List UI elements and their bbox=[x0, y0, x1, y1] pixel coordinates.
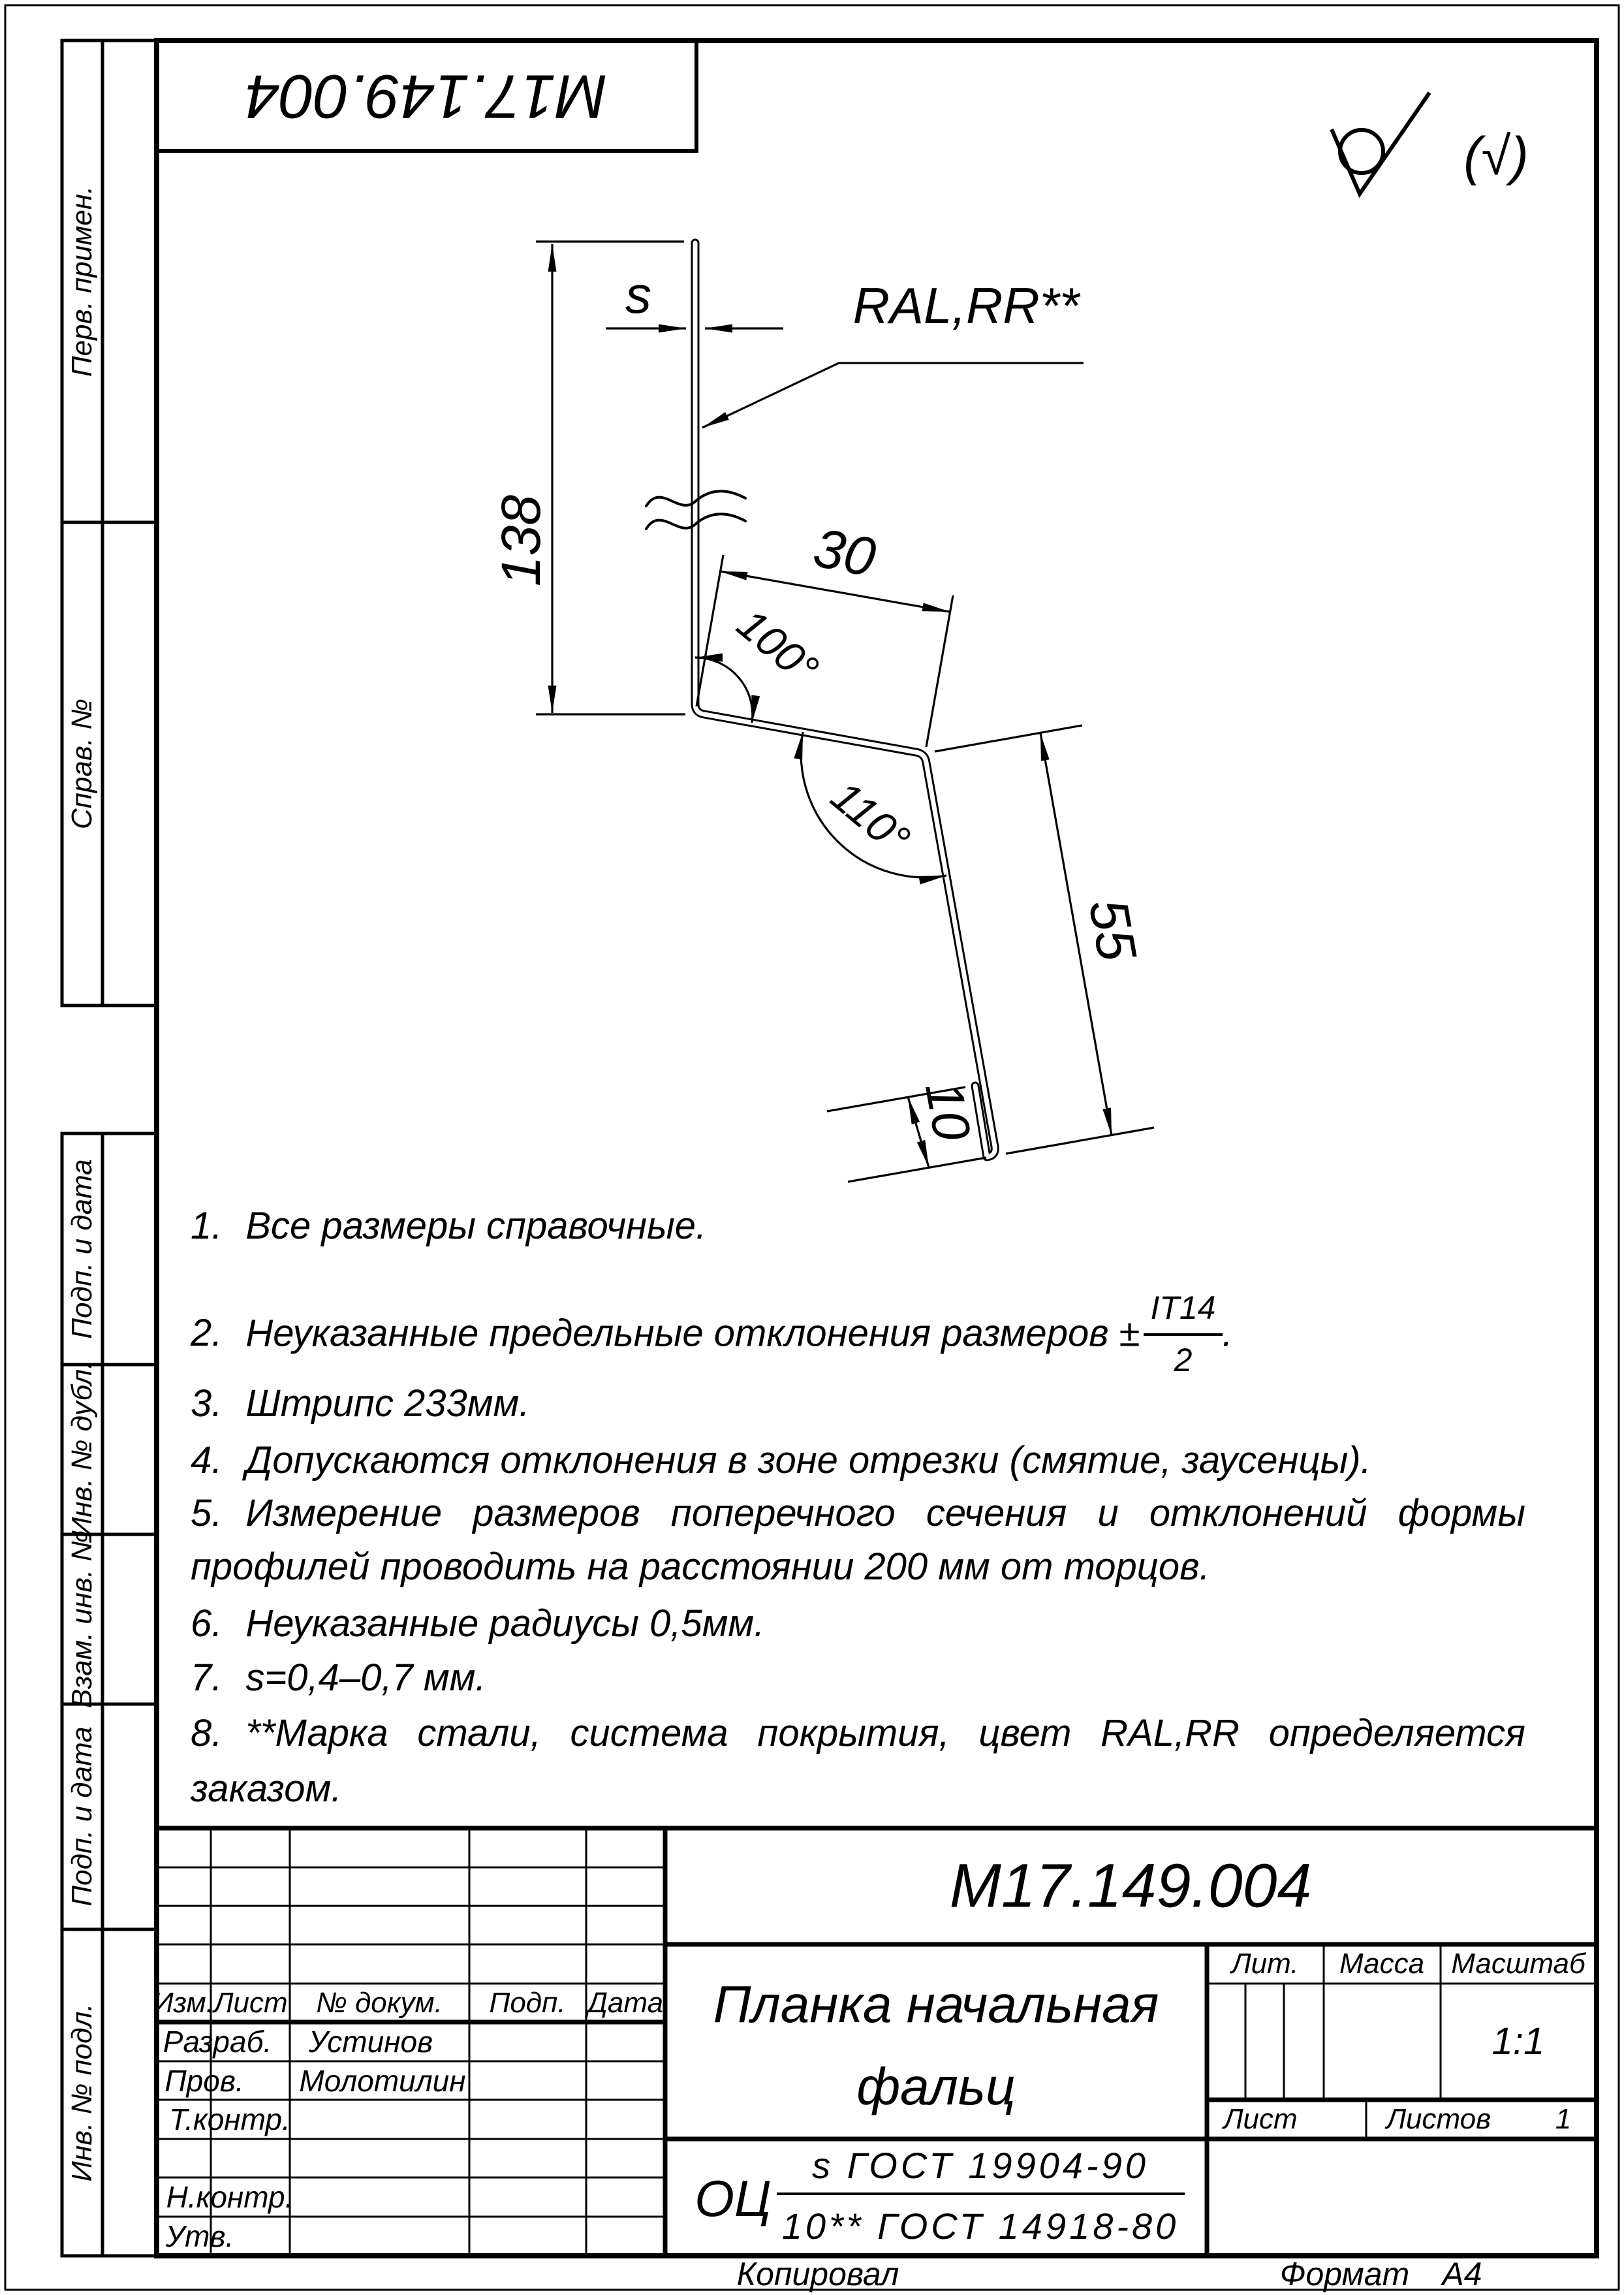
margin-label-inv-podl: Инв. № подл. bbox=[66, 2003, 98, 2182]
note-text: Измерение размеров поперечного сечения и отклонений формы bbox=[245, 1492, 1525, 1534]
note-line bbox=[191, 1545, 1525, 1589]
note-line bbox=[191, 1439, 1525, 1482]
note-number: 6. bbox=[191, 1602, 223, 1645]
note-number: 5. bbox=[191, 1492, 223, 1534]
note-line bbox=[191, 1288, 1525, 1384]
dim-label-thickness: s bbox=[625, 266, 651, 324]
note-text: Неуказанные радиусы 0,5мм. bbox=[245, 1602, 765, 1645]
row-label-nkontr: Н.контр. bbox=[166, 2180, 294, 2214]
masshtab-label: Масштаб bbox=[1451, 1948, 1585, 1980]
note-text: Все размеры справочные. bbox=[245, 1205, 707, 1247]
listov-label: Листов bbox=[1386, 2103, 1491, 2135]
dim-label-slope: 55 bbox=[1077, 894, 1149, 966]
tolerance-fraction bbox=[1144, 1285, 1222, 1382]
note-line bbox=[191, 1767, 1525, 1811]
note-line bbox=[191, 1712, 1525, 1755]
material-denominator: 10** ГОСТ 14918-80 bbox=[781, 2206, 1179, 2247]
scale-value: 1:1 bbox=[1491, 2020, 1545, 2063]
margin-label-perv-primen: Перв. примен. bbox=[66, 185, 98, 377]
surface-finish-note: (√) bbox=[1463, 127, 1529, 186]
row-label-prov: Пров. bbox=[164, 2064, 244, 2098]
profile-outline bbox=[695, 243, 995, 1157]
material-numerator: s ГОСТ 19904-90 bbox=[812, 2145, 1149, 2186]
footer-format-label: Формат bbox=[1279, 2256, 1410, 2292]
row-label-tkontr: Т.контр. bbox=[169, 2102, 290, 2136]
margin-label-inv-dubl: Инв. № дубл. bbox=[66, 1361, 98, 1538]
lit-label: Лит. bbox=[1231, 1948, 1299, 1980]
note-line bbox=[191, 1382, 1525, 1425]
note-number: 3. bbox=[191, 1382, 223, 1425]
material-prefix: ОЦ bbox=[695, 2170, 772, 2227]
note-text: Допускаются отклонения в зоне отрезки (смятие, заусенцы). bbox=[245, 1439, 1371, 1481]
note-text: Штрипс 233мм. bbox=[245, 1382, 530, 1425]
col-header-doc: № докум. bbox=[316, 1987, 443, 2019]
note-text: заказом. bbox=[191, 1767, 342, 1810]
dim-label-flange: 30 bbox=[809, 516, 881, 589]
razrab-name: Устинов bbox=[308, 2025, 433, 2059]
row-label-utv: Утв. bbox=[165, 2219, 234, 2253]
dim-label-angle-top: 100° bbox=[728, 599, 828, 694]
dim-label-angle-bottom: 110° bbox=[822, 771, 920, 864]
note-line bbox=[191, 1492, 1525, 1535]
coating-leader bbox=[702, 363, 1084, 428]
part-name-line2: фальц bbox=[856, 2057, 1016, 2115]
part-name-line1: Планка начальная bbox=[713, 1975, 1159, 2033]
note-text: профилей проводить на расстоянии 200 мм от торцов. bbox=[191, 1545, 1210, 1588]
note-line bbox=[191, 1205, 1525, 1248]
note-number: 7. bbox=[191, 1656, 223, 1699]
col-header-podp: Подп. bbox=[489, 1987, 566, 2019]
note-number: 8. bbox=[191, 1712, 223, 1754]
note-line bbox=[191, 1656, 1525, 1700]
note-number: 2. bbox=[191, 1312, 223, 1355]
note-text: Неуказанные предельные отклонения размеров ± bbox=[245, 1312, 1140, 1355]
fraction-numerator: IT14 bbox=[1144, 1285, 1222, 1336]
dimension-lines bbox=[536, 242, 1154, 1182]
margin-label-podp-data-1: Подп. и дата bbox=[66, 1159, 98, 1339]
fraction-denominator: 2 bbox=[1174, 1342, 1193, 1378]
list-label: Лист bbox=[1223, 2103, 1298, 2135]
col-header-list: Лист bbox=[213, 1987, 288, 2019]
footer-format-value: А4 bbox=[1442, 2256, 1482, 2292]
col-header-data: Дата bbox=[587, 1987, 664, 2019]
row-label-razrab: Разраб. bbox=[163, 2025, 272, 2059]
note-number: 4. bbox=[191, 1439, 223, 1481]
margin-label-sprav-no: Справ. № bbox=[66, 699, 98, 829]
surface-finish-icon bbox=[1332, 93, 1429, 194]
dim-label-hem: 10 bbox=[914, 1077, 982, 1145]
note-line bbox=[191, 1602, 1525, 1645]
note-text: **Марка стали, система покрытия, цвет RAL,RR определяется bbox=[245, 1712, 1525, 1754]
margin-label-podp-data-2: Подп. и дата bbox=[66, 1726, 98, 1907]
listov-value: 1 bbox=[1555, 2103, 1572, 2135]
title-doc-number: М17.149.004 bbox=[949, 1851, 1312, 1921]
coating-label: RAL,RR** bbox=[852, 277, 1080, 334]
note-text: s=0,4–0,7 мм. bbox=[245, 1656, 486, 1699]
top-stamp-number: М17.149.004 bbox=[245, 61, 608, 131]
dim-label-height: 138 bbox=[490, 494, 552, 587]
col-header-izm: Изм. bbox=[153, 1987, 214, 2019]
note-text: . bbox=[1222, 1312, 1233, 1355]
margin-label-vzam-inv: Взам. инв. № bbox=[66, 1530, 98, 1709]
prov-name: Молотилин bbox=[299, 2064, 466, 2098]
massa-label: Масса bbox=[1339, 1948, 1425, 1980]
footer-copied: Копировал bbox=[736, 2256, 899, 2292]
note-number: 1. bbox=[191, 1205, 223, 1247]
